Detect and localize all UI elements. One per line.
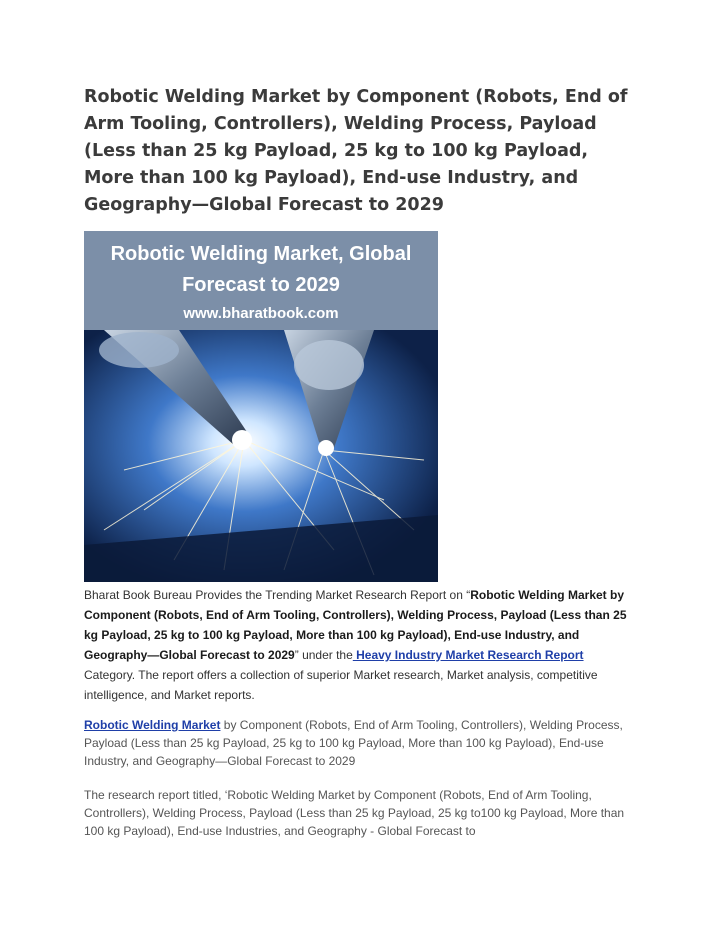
- report-banner-image: [84, 231, 438, 582]
- intro-text: Bharat Book Bureau Provides the Trending Market Research Report on “: [84, 588, 471, 602]
- banner-header: [84, 231, 438, 330]
- banner-website: www.bharatbook.com: [183, 305, 339, 322]
- intro-outro-text: Category. The report offers a collection of superior Market research, Market analysis, competitive intelligence, and Market reports.: [84, 668, 598, 702]
- heavy-industry-category-link[interactable]: Heavy Industry Market Research Report: [352, 648, 584, 662]
- market-summary-paragraph: [84, 716, 644, 770]
- report-name-bold: Robotic Welding Market by Component (Robots, End of Arm Tooling, Controllers), Welding Process, Payload (Less than 25 kg Payload, 25 kg to 100 kg Payload, More than 100 kg Payload), End-use Industry, and Geography—Global Forecast to 2029: [84, 588, 627, 662]
- banner-title-line2: Forecast to 2029: [182, 274, 340, 296]
- banner-title-line1: Robotic Welding Market, Global: [110, 243, 412, 265]
- under-text: ” under the: [294, 648, 353, 662]
- welding-photo: [84, 330, 438, 582]
- intro-paragraph: [84, 585, 634, 705]
- market-summary-text: by Component (Robots, End of Arm Tooling, Controllers), Welding Process, Payload (Less than 25 kg Payload, 25 kg to 100 kg Payload, More than 100 kg Payload), End-use Industry, and Geography—Global Forecast to 2029: [84, 718, 623, 768]
- document-title: Robotic Welding Market by Component (Robots, End of Arm Tooling, Controllers), Welding Process, Payload (Less than 25 kg Payload, 25 kg to 100 kg Payload, More than 100 kg Payload), End-use Industry, and Geography—Global Forecast to 2029: [84, 87, 628, 215]
- robotic-welding-market-link[interactable]: Robotic Welding Market: [84, 718, 221, 732]
- research-report-paragraph: The research report titled, ‘Robotic Welding Market by Component (Robots, End of Arm Tooling, Controllers), Welding Process, Payload (Less than 25 kg Payload, 25 kg to100 kg Payload, More than 100 kg Payload), End-use Industries, and Geography - Global Forecast to: [84, 788, 625, 838]
